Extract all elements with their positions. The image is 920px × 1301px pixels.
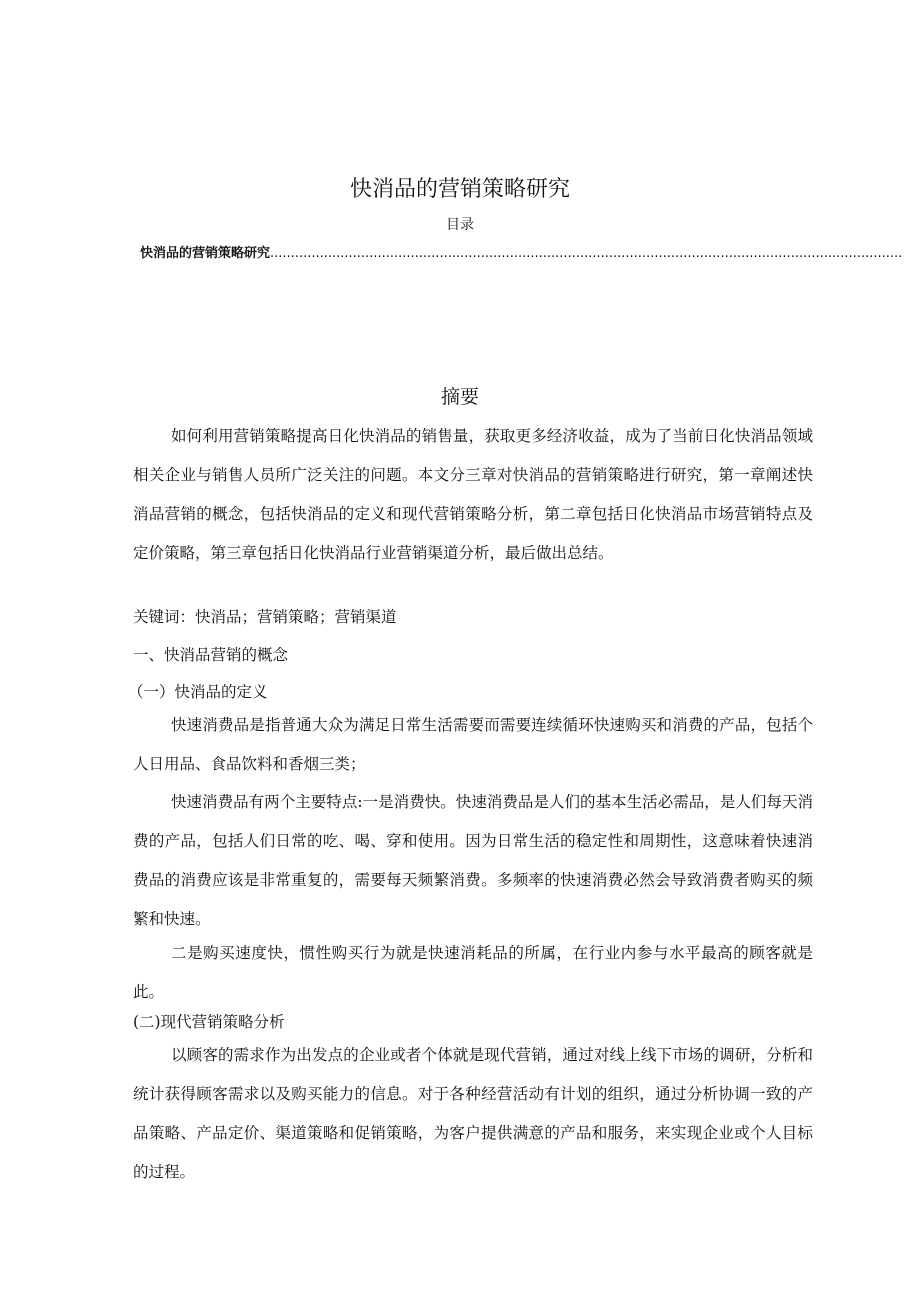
toc-entry-text: 快消品的营销策略研究 [140,246,271,261]
abstract-heading: 摘要 [440,386,479,408]
keywords: 关键词：快消品；营销策略；营销渠道 [133,608,397,626]
paragraph-purchase-speed: 二是购买速度快，惯性购买行为就是快速消耗品的所属，在行业内参与水平最高的顾客就是此。 [133,944,813,1001]
toc-heading: 目录 [446,217,474,233]
toc-entry[interactable] [140,242,903,261]
abstract-paragraph: 如何利用营销策略提高日化快消品的销售量，获取更多经济收益，成为了当前日化快消品领域相关企业与销售人员所广泛关注的问题。本文分三章对快消品的营销策略进行研究，第一章阐述快消品营销的概念，包括快消品的定义和现代营销策略分析，第二章包括日化快消品市场营销特点及定价策略，第三章包括日化快消品行业营销渠道分析，最后做出总结。 [133,427,813,562]
paragraph-modern-marketing: 以顾客的需求作为出发点的企业或者个体就是现代营销，通过对线上线下市场的调研，分析和统计获得顾客需求以及购买能力的信息。对于各种经营活动有计划的组织，通过分析协调一致的产品策略、产品定价、渠道策略和促销策略，为客户提供满意的产品和服务，来实现企业或个人目标的过程。 [133,1046,813,1181]
subsection-heading: （一）快消品的定义 [128,683,268,701]
paragraph-definition: 快速消费品是指普通大众为满足日常生活需要而需要连续循环快速购买和消费的产品，包括个人日用品、食品饮料和香烟三类； [133,716,813,773]
subsection-heading: (二)现代营销策略分析 [133,1013,285,1031]
toc-entry-leader: ......................................................................................................................................................... [270,246,903,261]
section-heading: 一、快消品营销的概念 [133,646,289,664]
document-title: 快消品的营销策略研究 [349,177,570,202]
paragraph-features: 快速消费品有两个主要特点:一是消费快。快速消费品是人们的基本生活必需品，是人们每天消费的产品，包括人们日常的吃、喝、穿和使用。因为日常生活的稳定性和周期性，这意味着快速消费品的消费应该是非常重复的，需要每天频繁消费。多频率的快速消费必然会导致消费者购买的频繁和快速。 [133,793,813,928]
